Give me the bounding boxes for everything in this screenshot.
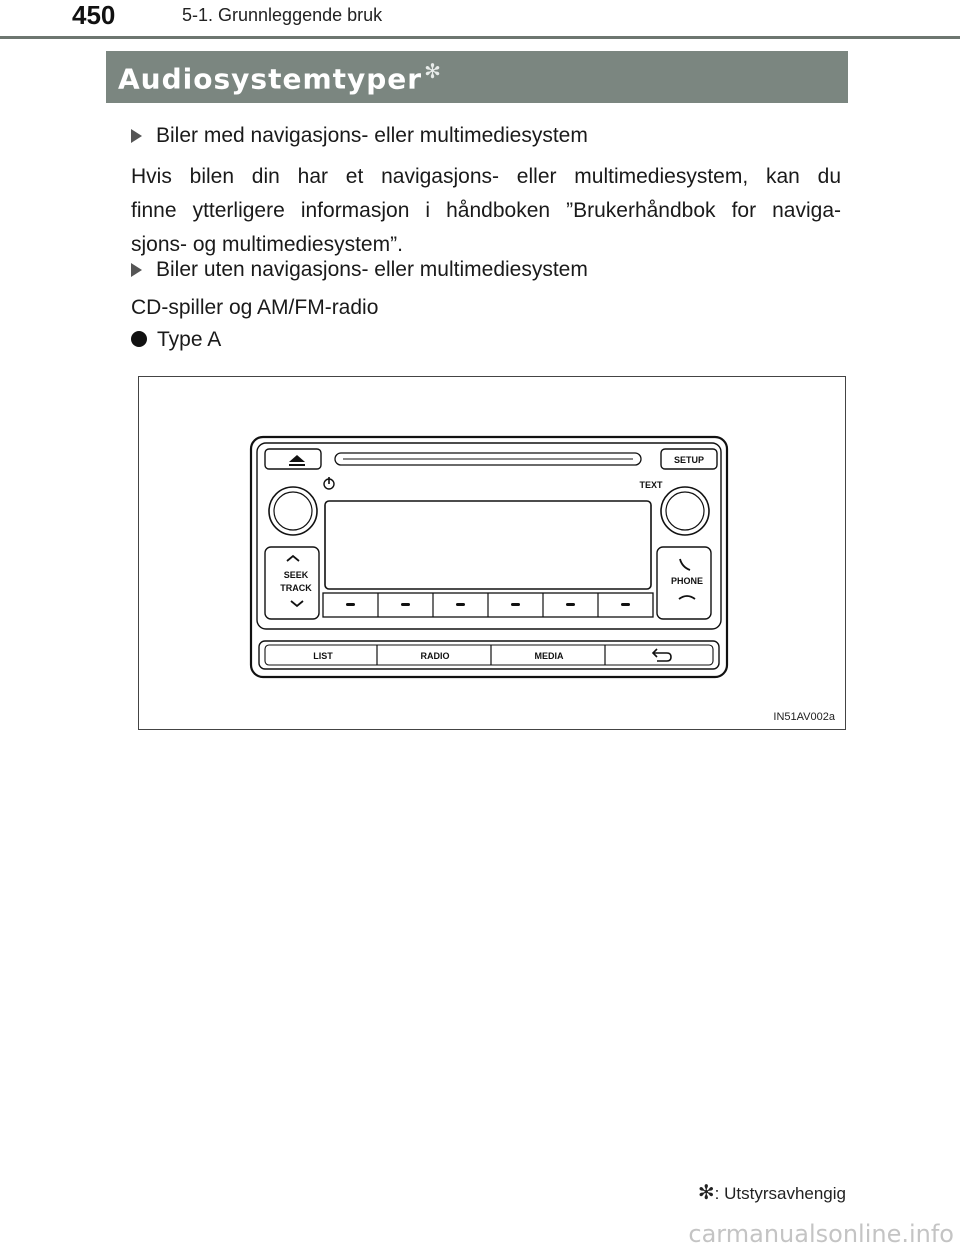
radio-label: RADIO	[420, 651, 450, 661]
bullet-text-2: Biler uten navigasjons- eller multimediesystem	[156, 258, 588, 281]
bullet-without-nav	[131, 258, 588, 282]
header-rule	[0, 36, 960, 39]
cd-radio-line: CD-spiller og AM/FM-radio	[131, 296, 379, 319]
tune-knob	[661, 487, 709, 535]
watermark: carmanualsonline.info	[688, 1220, 954, 1248]
display-screen	[325, 501, 651, 589]
paragraph-line-2	[131, 194, 841, 228]
seek-label: SEEK	[283, 570, 309, 580]
phone-label: PHONE	[670, 576, 704, 586]
volume-knob	[269, 487, 317, 535]
footnote-text: : Utstyrsavhengig	[714, 1184, 846, 1203]
type-a-line	[131, 328, 221, 352]
bullet-with-nav	[131, 124, 588, 148]
triangle-bullet-icon	[131, 129, 142, 143]
type-a-label: Type A	[157, 328, 222, 351]
paragraph-text-2: finne ytterligere informasjon i håndboken ”Brukerhåndbok for naviga-	[131, 199, 841, 222]
bullet-text-1: Biler med navigasjons- eller multimediesystem	[156, 124, 588, 147]
section-header: 5-1. Grunnleggende bruk	[182, 5, 383, 25]
paragraph-text-3: sjons- og multimediesystem”.	[131, 233, 403, 256]
text-label: TEXT	[639, 480, 663, 490]
page-number: 450	[72, 0, 116, 30]
track-label: TRACK	[280, 583, 312, 593]
figure-code: IN51AV002a	[773, 711, 835, 723]
paragraph-text-1: Hvis bilen din har et navigasjons- eller multimediesystem, kan du	[131, 165, 841, 188]
list-label: LIST	[313, 651, 333, 661]
circle-bullet-icon	[131, 331, 147, 347]
paragraph-line-1	[131, 160, 841, 194]
setup-label: SETUP	[673, 455, 705, 465]
footnote-asterisk-icon: ✻	[697, 1180, 715, 1204]
triangle-bullet-icon	[131, 263, 142, 277]
footnote	[698, 1180, 846, 1204]
title-bar	[106, 51, 848, 103]
page-title	[118, 59, 442, 95]
audio-unit-figure	[138, 376, 846, 730]
paragraph-line-3	[131, 228, 841, 262]
audio-unit-drawing	[139, 377, 845, 729]
media-label: MEDIA	[534, 651, 564, 661]
title-asterisk-icon: ✻	[424, 59, 442, 83]
preset-buttons	[323, 593, 653, 617]
title-label: Audiosystemtyper	[118, 62, 423, 96]
